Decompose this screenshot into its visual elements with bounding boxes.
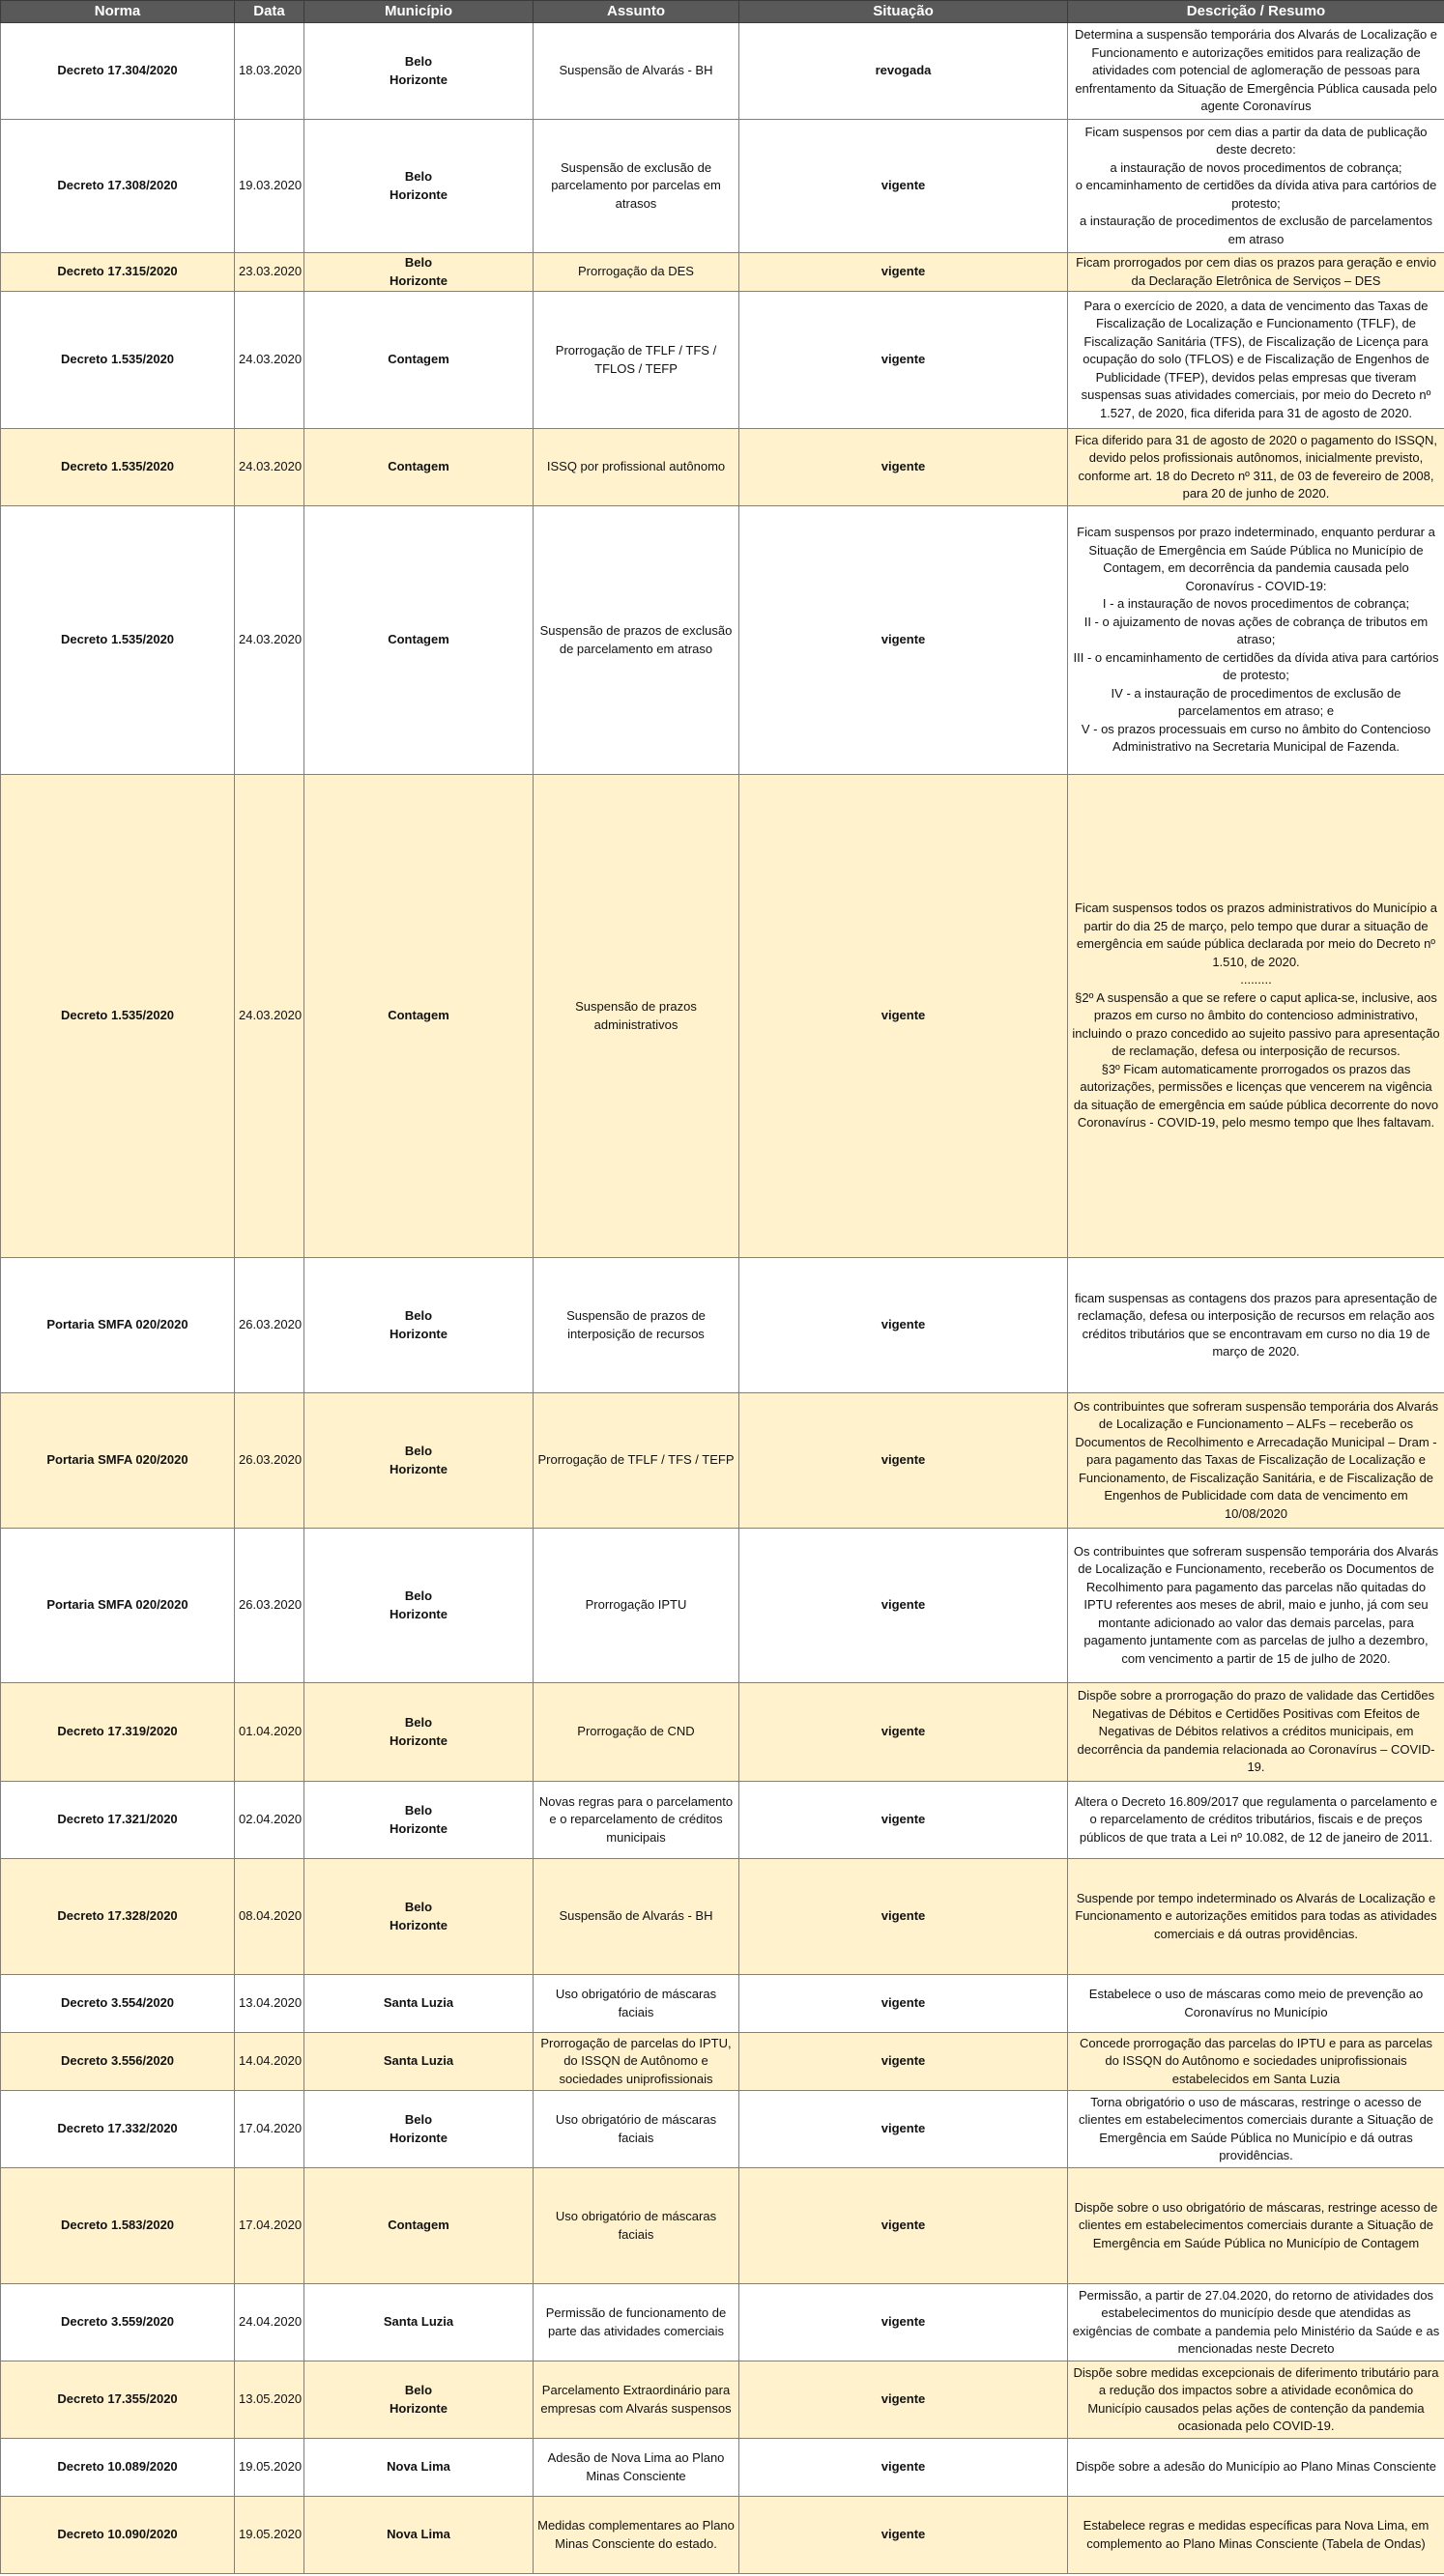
norma-cell	[1, 253, 235, 292]
situacao-cell	[739, 1859, 1068, 1975]
table-row	[1, 253, 1444, 292]
assunto-cell-text: Prorrogação de parcelas do IPTU, do ISSQN de Autônomo e sociedades uniprofissionais	[540, 2035, 732, 2086]
assunto-cell	[534, 2284, 739, 2361]
norma-cell-text: Decreto 17.319/2020	[57, 1724, 178, 1739]
municipio-cell-text: Contagem	[388, 2218, 449, 2233]
norma-cell	[1, 1683, 235, 1782]
descricao-cell-text: Permissão, a partir de 27.04.2020, do retorno de atividades dos estabelecimentos do município desde que atendidas as exigências de combate a pandemia pelo Ministério da Saúde e as mencionadas neste Decreto	[1072, 2287, 1440, 2356]
descricao-cell-text: Concede prorrogação das parcelas do IPTU e para as parcelas do ISSQN do Autônomo e sociedades uniprofissionais estabelecidos em Santa Luzia	[1080, 2035, 1432, 2086]
norma-cell-text: Decreto 1.535/2020	[60, 352, 175, 367]
descricao-cell-text: Torna obrigatório o uso de máscaras, restringe o acesso de clientes em estabelecimentos comerciais durante a Situação de Emergência em Saúde Pública no Município e dá outras providências.	[1078, 2094, 1434, 2162]
municipio-cell	[304, 2497, 534, 2574]
situacao-cell	[739, 775, 1068, 1258]
situacao-cell-text: vigente	[881, 352, 926, 367]
table-row	[1, 1859, 1444, 1975]
descricao-cell-text: Para o exercício de 2020, a data de vencimento das Taxas de Fiscalização de Localização e Funcionamento (TFLF), de Fiscalização Sanitária (TFS), de Fiscalização de Licença para ocupação do solo (TFLOS) e de Fiscalização de Engenhos de Publicidade (TFEP), devidos pelas empresas que tiveram suspensas suas atividades comerciais, por meio do Decreto nº 1.527, de 2020, fica diferida para 31 de agosto de 2020.	[1081, 298, 1431, 420]
data-cell-text: 26.03.2020	[239, 1452, 303, 1468]
data-cell	[235, 2033, 304, 2091]
header-norma: Norma	[1, 1, 235, 23]
norma-cell-text: Decreto 10.089/2020	[57, 2459, 178, 2475]
municipio-cell-text: Belo Horizonte	[390, 1308, 448, 1341]
assunto-cell	[534, 253, 739, 292]
descricao-cell	[1068, 506, 1444, 775]
situacao-cell-text: vigente	[881, 2527, 926, 2542]
situacao-cell	[739, 2361, 1068, 2439]
data-cell	[235, 1782, 304, 1859]
table-row	[1, 1683, 1444, 1782]
norma-cell-text: Portaria SMFA 020/2020	[46, 1597, 188, 1613]
norma-cell-text: Decreto 10.090/2020	[57, 2527, 178, 2542]
municipio-cell-text: Belo Horizonte	[390, 255, 448, 288]
assunto-cell-text: Uso obrigatório de máscaras faciais	[555, 1987, 717, 2019]
descricao-cell-text: Os contribuintes que sofreram suspensão temporária dos Alvarás de Localização e Funcionamento – ALFs – receberão os Documentos de Recolhimento e Arrecadação Municipal – Dram - para pagamento das Taxas de Fiscalização de Localização e Funcionamento, de Fiscalização Sanitária, e de Fiscalização de Engenhos de Publicidade com data de vencimento em 10/08/2020	[1073, 1398, 1439, 1521]
norma-cell	[1, 2497, 235, 2574]
assunto-cell-text: Uso obrigatório de máscaras faciais	[555, 2112, 717, 2145]
norma-cell-text: Decreto 17.304/2020	[57, 63, 178, 78]
situacao-cell	[739, 2497, 1068, 2574]
situacao-cell	[739, 1683, 1068, 1782]
norma-cell	[1, 2033, 235, 2091]
municipio-cell-text: Contagem	[388, 352, 449, 367]
assunto-cell	[534, 2497, 739, 2574]
descricao-cell-text: Dispõe sobre a prorrogação do prazo de validade das Certidões Negativas de Débitos e Certidões Positivas com Efeitos de Negativas de Débitos relativos a créditos municipais, em decorrência da pandemia relacionada ao Coronavírus – COVID-19.	[1077, 1688, 1435, 1775]
descricao-cell-text: Dispõe sobre a adesão do Município ao Plano Minas Consciente	[1076, 2459, 1436, 2475]
data-cell	[235, 23, 304, 120]
table-row	[1, 429, 1444, 506]
norma-cell	[1, 2091, 235, 2168]
municipio-cell-text: Nova Lima	[387, 2527, 450, 2542]
descricao-cell-text: ficam suspensas as contagens dos prazos para apresentação de reclamação, defesa ou interposição de recursos em relação aos créditos tributários que se encontravam em curso no dia 19 de março de 2020.	[1074, 1290, 1438, 1359]
data-cell	[235, 2361, 304, 2439]
header-situacao: Situação	[739, 1, 1068, 23]
norma-cell-text: Decreto 17.321/2020	[57, 1812, 178, 1827]
municipio-cell-text: Belo Horizonte	[390, 1803, 448, 1836]
assunto-cell-text: Suspensão de prazos de interposição de recursos	[566, 1308, 706, 1341]
table-row	[1, 23, 1444, 120]
assunto-cell-text: Novas regras para o parcelamento e o reparcelamento de créditos municipais	[538, 1793, 734, 1845]
descricao-cell	[1068, 1683, 1444, 1782]
data-cell	[235, 1258, 304, 1393]
norma-cell	[1, 1258, 235, 1393]
municipio-cell-text: Belo Horizonte	[390, 169, 448, 202]
assunto-cell	[534, 1683, 739, 1782]
data-cell-text: 24.03.2020	[239, 632, 303, 647]
data-cell	[235, 1859, 304, 1975]
descricao-cell-text: Suspende por tempo indeterminado os Alvarás de Localização e Funcionamento e autorizações emitidos para todas as atividades comerciais e dá outras providências.	[1075, 1890, 1437, 1941]
assunto-cell-text: Prorrogação de TFLF / TFS / TEFP	[537, 1452, 735, 1468]
municipio-cell	[304, 23, 534, 120]
municipio-cell-text: Belo Horizonte	[390, 1715, 448, 1748]
table-row	[1, 2091, 1444, 2168]
data-cell	[235, 2168, 304, 2284]
situacao-cell-text: vigente	[881, 2218, 926, 2233]
municipio-cell-text: Santa Luzia	[383, 1995, 454, 2011]
descricao-cell	[1068, 2168, 1444, 2284]
municipio-cell-text: Contagem	[388, 1008, 449, 1023]
table-row	[1, 2284, 1444, 2361]
assunto-cell-text: Prorrogação IPTU	[585, 1597, 687, 1613]
norma-cell	[1, 2284, 235, 2361]
situacao-cell-text: vigente	[881, 1812, 926, 1827]
descricao-cell	[1068, 2439, 1444, 2497]
municipio-cell	[304, 2361, 534, 2439]
data-cell-text: 24.03.2020	[239, 1008, 303, 1023]
descricao-cell	[1068, 1975, 1444, 2033]
norma-cell-text: Decreto 17.328/2020	[57, 1908, 178, 1924]
descricao-cell-text: Ficam suspensos por cem dias a partir da data de publicação deste decreto: a instauração de novos procedimentos de cobrança; o encaminhamento de certidões da dívida ativa para cartórios de protesto; a instauração de procedimentos de exclusão de parcelamentos em atraso	[1075, 124, 1437, 246]
data-cell	[235, 1683, 304, 1782]
descricao-cell-text: Determina a suspensão temporária dos Alvarás de Localização e Funcionamento e autorizações emitidos para realização de atividades com potencial de aglomeração de pessoas para enfrentamento da Situação de Emergência Pública causada pelo agente Coronavírus	[1074, 27, 1438, 114]
municipio-cell-text: Contagem	[388, 459, 449, 474]
table-header	[1, 1, 1444, 23]
table-row	[1, 2361, 1444, 2439]
descricao-cell	[1068, 23, 1444, 120]
table-row	[1, 775, 1444, 1258]
assunto-cell	[534, 2033, 739, 2091]
situacao-cell	[739, 23, 1068, 120]
norma-cell-text: Decreto 1.535/2020	[60, 459, 175, 474]
norma-cell-text: Portaria SMFA 020/2020	[46, 1452, 188, 1468]
data-cell-text: 26.03.2020	[239, 1317, 303, 1332]
situacao-cell	[739, 292, 1068, 429]
table-row	[1, 292, 1444, 429]
municipio-cell	[304, 1975, 534, 2033]
situacao-cell	[739, 2033, 1068, 2091]
data-cell-text: 13.05.2020	[239, 2391, 303, 2407]
norma-cell	[1, 2361, 235, 2439]
assunto-cell	[534, 1258, 739, 1393]
municipio-cell-text: Santa Luzia	[383, 2314, 454, 2330]
municipio-cell-text: Belo Horizonte	[390, 1900, 448, 1932]
municipio-cell-text: Belo Horizonte	[390, 2383, 448, 2416]
municipio-cell-text: Belo Horizonte	[390, 54, 448, 87]
municipio-cell-text: Belo Horizonte	[390, 1589, 448, 1621]
situacao-cell-text: vigente	[881, 1008, 926, 1023]
municipio-cell	[304, 1529, 534, 1683]
assunto-cell-text: Parcelamento Extraordinário para empresas com Alvarás suspensos	[540, 2383, 732, 2416]
descricao-cell	[1068, 292, 1444, 429]
norma-cell	[1, 292, 235, 429]
municipio-cell	[304, 2284, 534, 2361]
data-cell	[235, 1529, 304, 1683]
situacao-cell-text: vigente	[881, 2459, 926, 2475]
table-row	[1, 1782, 1444, 1859]
assunto-cell	[534, 1975, 739, 2033]
situacao-cell-text: vigente	[881, 1724, 926, 1739]
norma-cell-text: Decreto 3.556/2020	[60, 2053, 175, 2069]
municipio-cell	[304, 1393, 534, 1529]
municipio-cell	[304, 506, 534, 775]
norma-cell	[1, 1782, 235, 1859]
data-cell	[235, 1975, 304, 2033]
situacao-cell	[739, 1393, 1068, 1529]
header-assunto: Assunto	[534, 1, 739, 23]
descricao-cell	[1068, 2091, 1444, 2168]
situacao-cell-text: vigente	[881, 1317, 926, 1332]
norma-cell	[1, 1393, 235, 1529]
norma-cell	[1, 1859, 235, 1975]
assunto-cell-text: Prorrogação de CND	[577, 1724, 695, 1739]
data-cell-text: 24.03.2020	[239, 459, 303, 474]
data-cell-text: 24.03.2020	[239, 352, 303, 367]
situacao-cell	[739, 120, 1068, 253]
descricao-cell	[1068, 775, 1444, 1258]
municipio-cell	[304, 292, 534, 429]
table-row	[1, 120, 1444, 253]
situacao-cell	[739, 2168, 1068, 2284]
descricao-cell	[1068, 1859, 1444, 1975]
assunto-cell	[534, 775, 739, 1258]
norma-cell	[1, 120, 235, 253]
assunto-cell-text: Prorrogação de TFLF / TFS / TFLOS / TEFP	[555, 343, 717, 376]
descricao-cell-text: Estabelece o uso de máscaras como meio de prevenção ao Coronavírus no Município	[1088, 1987, 1424, 2019]
norma-cell-text: Decreto 3.559/2020	[60, 2314, 175, 2330]
data-cell	[235, 775, 304, 1258]
table-row	[1, 1975, 1444, 2033]
assunto-cell	[534, 2168, 739, 2284]
norma-cell	[1, 23, 235, 120]
data-cell-text: 17.04.2020	[239, 2218, 303, 2233]
data-cell-text: 19.05.2020	[239, 2527, 303, 2542]
norma-cell-text: Decreto 1.583/2020	[60, 2218, 175, 2233]
situacao-cell	[739, 429, 1068, 506]
table-row	[1, 1393, 1444, 1529]
assunto-cell-text: Suspensão de prazos de exclusão de parcelamento em atraso	[539, 623, 733, 656]
situacao-cell-text: vigente	[881, 632, 926, 647]
data-cell	[235, 2497, 304, 2574]
descricao-cell	[1068, 120, 1444, 253]
header-descricao: Descrição / Resumo	[1068, 1, 1444, 23]
header-municipio: Município	[304, 1, 534, 23]
municipio-cell-text: Nova Lima	[387, 2459, 450, 2475]
descricao-cell-text: Estabelece regras e medidas específicas para Nova Lima, em complemento ao Plano Minas Consciente (Tabela de Ondas)	[1083, 2518, 1430, 2551]
assunto-cell-text: Medidas complementares ao Plano Minas Consciente do estado.	[537, 2518, 735, 2551]
data-cell	[235, 506, 304, 775]
situacao-cell-text: revogada	[875, 63, 932, 78]
norma-cell	[1, 1529, 235, 1683]
norma-cell-text: Decreto 3.554/2020	[60, 1995, 175, 2011]
table-row	[1, 2168, 1444, 2284]
situacao-cell	[739, 1529, 1068, 1683]
norma-cell-text: Decreto 17.308/2020	[57, 178, 178, 193]
assunto-cell-text: Suspensão de Alvarás - BH	[559, 63, 713, 78]
situacao-cell-text: vigente	[881, 1597, 926, 1613]
descricao-cell-text: Ficam suspensos todos os prazos administrativos do Município a partir do dia 25 de março, pelo tempo que durar a situação de emergência em saúde pública declarada por meio do Decreto nº 1.510, de 2020. ......... §2º A suspensão a que se refere o caput aplica-se, inclusive, aos prazos em curso no âmbito do contencioso administrativo, incluindo o prazo concedido ao sujeito passivo para apresentação de reclamação, defesa ou interposição de recursos. §3º Ficam automaticamente prorrogados os prazos das autorizações, permissões e licenças que vencerem na vigência da situação de emergência em saúde pública decorrente do novo Coronavírus - COVID-19, pelo mesmo tempo que lhes faltavam.	[1072, 901, 1440, 1131]
table-row	[1, 2033, 1444, 2091]
municipio-cell-text: Belo Horizonte	[390, 1444, 448, 1476]
municipio-cell	[304, 1683, 534, 1782]
situacao-cell	[739, 1975, 1068, 2033]
data-cell-text: 13.04.2020	[239, 1995, 303, 2011]
municipio-cell-text: Santa Luzia	[383, 2053, 454, 2069]
data-cell	[235, 2439, 304, 2497]
data-cell	[235, 429, 304, 506]
situacao-cell-text: vigente	[881, 1995, 926, 2011]
descricao-cell	[1068, 1782, 1444, 1859]
situacao-cell-text: vigente	[881, 2121, 926, 2136]
situacao-cell-text: vigente	[881, 264, 926, 279]
assunto-cell-text: Uso obrigatório de máscaras faciais	[555, 2209, 717, 2242]
assunto-cell	[534, 429, 739, 506]
data-cell-text: 19.05.2020	[239, 2459, 303, 2475]
norma-cell	[1, 775, 235, 1258]
data-cell	[235, 120, 304, 253]
descricao-cell	[1068, 253, 1444, 292]
descricao-cell-text: Ficam prorrogados por cem dias os prazos para geração e envio da Declaração Eletrônica de Serviços – DES	[1076, 255, 1436, 288]
norma-cell	[1, 2168, 235, 2284]
municipio-cell	[304, 120, 534, 253]
norma-cell-text: Decreto 17.332/2020	[57, 2121, 178, 2136]
norma-cell	[1, 429, 235, 506]
assunto-cell	[534, 23, 739, 120]
municipio-cell	[304, 2439, 534, 2497]
descricao-cell-text: Ficam suspensos por prazo indeterminado, enquanto perdurar a Situação de Emergência em Saúde Pública no Município de Contagem, em decorrência da pandemia causada pelo Coronavírus - COVID-19: I - a instauração de novos procedimentos de cobrança; II - o ajuizamento de novas ações de cobrança de tributos em atraso; III - o encaminhamento de certidões da dívida ativa para cartórios de protesto; IV - a instauração de procedimentos de exclusão de parcelamentos em atraso; e V - os prazos processuais em curso no âmbito do Contencioso Administrativo na Secretaria Municipal de Fazenda.	[1073, 525, 1439, 755]
norma-cell	[1, 506, 235, 775]
data-cell-text: 08.04.2020	[239, 1908, 303, 1924]
table-row	[1, 506, 1444, 775]
situacao-cell	[739, 1782, 1068, 1859]
assunto-cell-text: Suspensão de exclusão de parcelamento por parcelas em atrasos	[551, 159, 721, 211]
municipio-cell	[304, 2091, 534, 2168]
norma-cell	[1, 1975, 235, 2033]
descricao-cell	[1068, 2361, 1444, 2439]
descricao-cell	[1068, 1258, 1444, 1393]
situacao-cell-text: vigente	[881, 2391, 926, 2407]
descricao-cell-text: Altera o Decreto 16.809/2017 que regulamenta o parcelamento e o reparcelamento de créditos tributários, fiscais e de preços públicos de que trata a Lei nº 10.082, de 12 de janeiro de 2011.	[1074, 1793, 1438, 1845]
descricao-cell	[1068, 1529, 1444, 1683]
municipio-cell	[304, 775, 534, 1258]
data-cell-text: 19.03.2020	[239, 178, 303, 193]
data-cell	[235, 1393, 304, 1529]
assunto-cell	[534, 506, 739, 775]
assunto-cell-text: Suspensão de Alvarás - BH	[559, 1908, 713, 1924]
data-cell	[235, 292, 304, 429]
situacao-cell-text: vigente	[881, 1452, 926, 1468]
data-cell-text: 17.04.2020	[239, 2121, 303, 2136]
norma-cell-text: Decreto 1.535/2020	[60, 632, 175, 647]
municipio-cell	[304, 429, 534, 506]
data-cell-text: 26.03.2020	[239, 1597, 303, 1613]
norma-cell-text: Portaria SMFA 020/2020	[46, 1317, 188, 1332]
data-cell-text: 24.04.2020	[239, 2314, 303, 2330]
situacao-cell	[739, 2091, 1068, 2168]
descricao-cell	[1068, 1393, 1444, 1529]
assunto-cell	[534, 292, 739, 429]
descricao-cell-text: Dispõe sobre medidas excepcionais de diferimento tributário para a redução dos impactos sobre a atividade econômica do Município causados pelas ações de contenção da pandemia ocasionada pelo COVID-19.	[1073, 2364, 1439, 2433]
descricao-cell	[1068, 2497, 1444, 2574]
municipio-cell-text: Contagem	[388, 632, 449, 647]
assunto-cell-text: ISSQ por profissional autônomo	[546, 459, 726, 474]
situacao-cell-text: vigente	[881, 178, 926, 193]
data-cell	[235, 2091, 304, 2168]
assunto-cell	[534, 1859, 739, 1975]
assunto-cell-text: Adesão de Nova Lima ao Plano Minas Consciente	[547, 2450, 725, 2483]
assunto-cell	[534, 1782, 739, 1859]
data-cell-text: 02.04.2020	[239, 1812, 303, 1827]
situacao-cell-text: vigente	[881, 1908, 926, 1924]
descricao-cell	[1068, 2284, 1444, 2361]
data-cell-text: 23.03.2020	[239, 264, 303, 279]
norma-cell-text: Decreto 17.315/2020	[57, 264, 178, 279]
situacao-cell	[739, 253, 1068, 292]
data-cell	[235, 2284, 304, 2361]
assunto-cell	[534, 2361, 739, 2439]
assunto-cell	[534, 2091, 739, 2168]
assunto-cell	[534, 120, 739, 253]
data-cell-text: 18.03.2020	[239, 63, 303, 78]
municipio-cell	[304, 2033, 534, 2091]
norma-cell-text: Decreto 1.535/2020	[60, 1008, 175, 1023]
municipio-cell	[304, 253, 534, 292]
municipio-cell	[304, 1782, 534, 1859]
municipio-cell	[304, 1258, 534, 1393]
header-data: Data	[235, 1, 304, 23]
descricao-cell-text: Dispõe sobre o uso obrigatório de máscaras, restringe acesso de clientes em estabelecimentos comerciais durante a Situação de Emergência em Saúde Pública no Município de Contagem	[1074, 2199, 1438, 2250]
municipio-cell	[304, 2168, 534, 2284]
descricao-cell	[1068, 2033, 1444, 2091]
assunto-cell	[534, 1529, 739, 1683]
situacao-cell	[739, 2439, 1068, 2497]
data-cell-text: 14.04.2020	[239, 2053, 303, 2069]
norma-cell	[1, 2439, 235, 2497]
data-cell-text: 01.04.2020	[239, 1724, 303, 1739]
data-cell	[235, 253, 304, 292]
assunto-cell-text: Permissão de funcionamento de parte das atividades comerciais	[545, 2305, 727, 2338]
situacao-cell-text: vigente	[881, 2053, 926, 2069]
situacao-cell	[739, 2284, 1068, 2361]
situacao-cell-text: vigente	[881, 459, 926, 474]
table-row	[1, 1529, 1444, 1683]
assunto-cell-text: Suspensão de prazos administrativos	[575, 999, 697, 1032]
situacao-cell-text: vigente	[881, 2314, 926, 2330]
norma-cell-text: Decreto 17.355/2020	[57, 2391, 178, 2407]
municipio-cell	[304, 1859, 534, 1975]
assunto-cell	[534, 2439, 739, 2497]
descricao-cell-text: Fica diferido para 31 de agosto de 2020 o pagamento do ISSQN, devido pelos profissionais autônomos, inicialmente previsto, conforme art. 18 do Decreto nº 311, de 03 de fevereiro de 2008, para 20 de junho de 2020.	[1074, 432, 1438, 501]
situacao-cell	[739, 1258, 1068, 1393]
descricao-cell-text: Os contribuintes que sofreram suspensão temporária dos Alvarás de Localização e Funcionamento, receberão os Documentos de Recolhimento para pagamento das parcelas não quitadas do IPTU referentes aos meses de abril, maio e junho, já com seu montante adicionado ao valor das demais parcelas, para pagamento juntamente com as parcelas de julho a dezembro, com vencimento a partir de 15 de julho de 2020.	[1073, 1543, 1439, 1666]
table-row	[1, 2497, 1444, 2574]
table-row	[1, 1258, 1444, 1393]
descricao-cell	[1068, 429, 1444, 506]
assunto-cell-text: Prorrogação da DES	[578, 264, 694, 279]
table-body	[1, 23, 1444, 2574]
situacao-cell	[739, 506, 1068, 775]
municipio-cell-text: Belo Horizonte	[390, 2112, 448, 2145]
table-row	[1, 2439, 1444, 2497]
assunto-cell	[534, 1393, 739, 1529]
